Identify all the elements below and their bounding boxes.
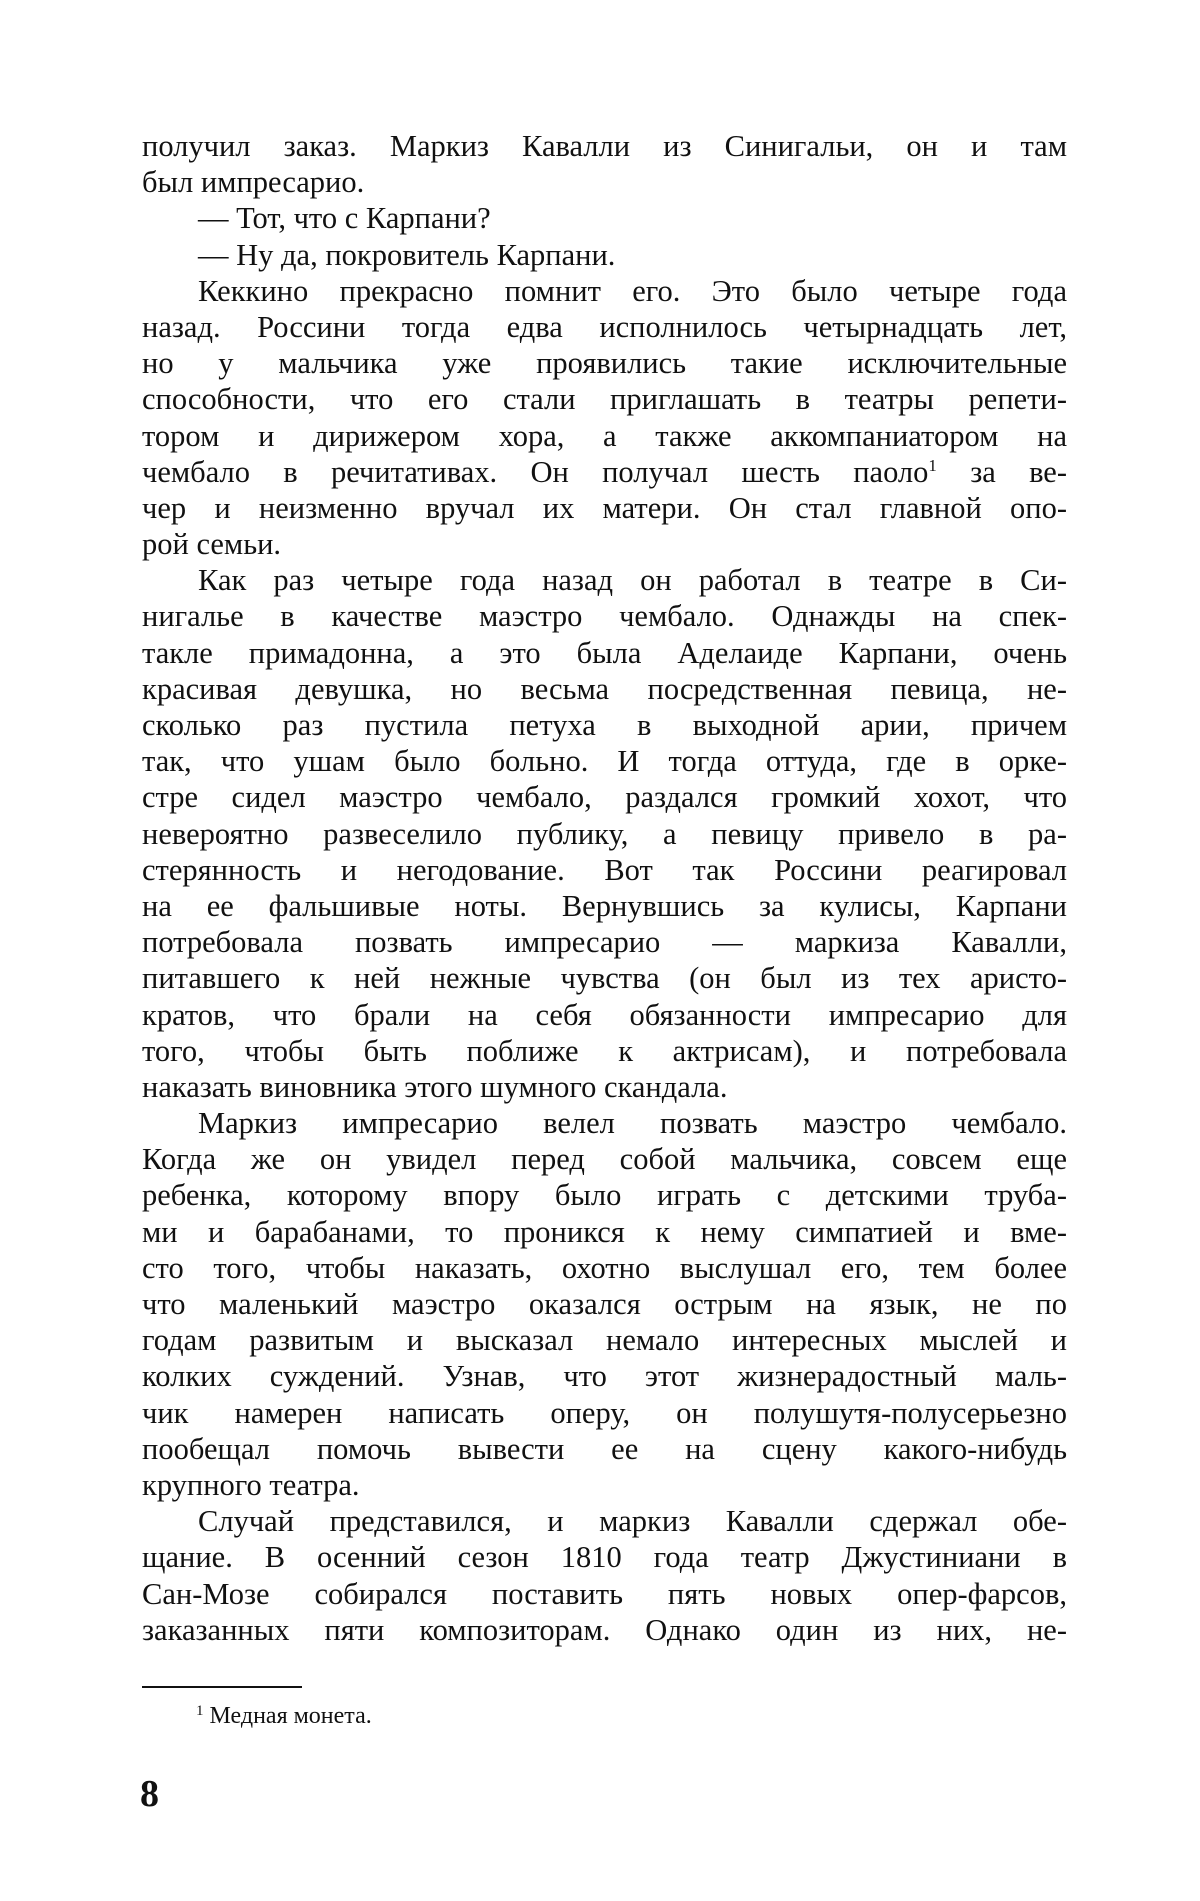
paragraph-first-line: Кеккино прекрасно помнит его. Это было четыре года bbox=[198, 273, 1067, 308]
footnote bbox=[196, 1701, 372, 1731]
text-line: Сан-Мозе собирался поставить пять новых опер-фарсов, bbox=[142, 1576, 1067, 1611]
text-line: красивая девушка, но весьма посредственная певица, не- bbox=[142, 671, 1067, 706]
text-line: колких суждений. Узнав, что этот жизнерадостный маль- bbox=[142, 1359, 1067, 1394]
text-line: наказать виновника этого шумного скандала. bbox=[142, 1069, 728, 1104]
text-line: что маленький маэстро оказался острым на язык, не по bbox=[142, 1287, 1067, 1321]
text-line: был импресарио. bbox=[142, 165, 365, 200]
footnote-reference: 1 bbox=[928, 455, 937, 475]
body-text bbox=[142, 128, 1067, 1648]
text-line: назад. Россини тогда едва исполнилось четырнадцать лет, bbox=[142, 309, 1067, 344]
text-line: ребенка, которому впору было играть с детскими труба- bbox=[142, 1178, 1067, 1213]
text-line: стре сидел маэстро чембало, раздался громкий хохот, что bbox=[142, 780, 1067, 815]
text-line-with-footnote bbox=[142, 454, 1067, 490]
text-line: получил заказ. Маркиз Кавалли из Синигальи, он и там bbox=[142, 129, 1067, 163]
text-line: заказанных пяти композиторам. Однако один из них, не- bbox=[142, 1612, 1067, 1647]
text-segment: чембало в речитативах. Он получал шесть паоло bbox=[142, 454, 929, 489]
paragraph-first-line: Как раз четыре года назад он работал в театре в Си- bbox=[198, 563, 1067, 598]
text-segment: за ве- bbox=[970, 454, 1067, 489]
text-line: сто того, чтобы наказать, охотно выслушал его, тем более bbox=[142, 1250, 1067, 1285]
text-line: кратов, что брали на себя обязанности импресарио для bbox=[142, 997, 1067, 1032]
text-line: чер и неизменно вручал их матери. Он стал главной опо- bbox=[142, 490, 1067, 525]
text-line: такле примадонна, а это была Аделаиде Карпани, очень bbox=[142, 635, 1067, 670]
text-line: но у мальчика уже проявились такие исключительные bbox=[142, 346, 1067, 381]
text-line: стерянность и негодование. Вот так Россини реагировал bbox=[142, 852, 1067, 887]
text-line: потребовала позвать импресарио — маркиза Кавалли, bbox=[142, 925, 1067, 960]
paragraph-first-line: Маркиз импресарио велел позвать маэстро чембало. bbox=[198, 1106, 1067, 1141]
dialogue-line: — Ну да, покровитель Карпани. bbox=[198, 237, 616, 272]
text-line: рой семьи. bbox=[142, 527, 282, 562]
footnote-text: Медная монета. bbox=[209, 1703, 372, 1729]
footnote-marker: 1 bbox=[196, 1703, 204, 1719]
text-line: чик намерен написать оперу, он полушутя-полусерьезно bbox=[142, 1395, 1067, 1430]
text-line: пообещал помочь вывести ее на сцену какого-нибудь bbox=[142, 1431, 1067, 1466]
text-line: сколько раз пустила петуха в выходной арии, причем bbox=[142, 708, 1067, 742]
footnote-divider bbox=[142, 1686, 302, 1688]
text-line: так, что ушам было больно. И тогда оттуда, где в орке- bbox=[142, 744, 1067, 779]
page-number: 8 bbox=[140, 1773, 159, 1815]
text-line: на ее фальшивые ноты. Вернувшись за кулисы, Карпани bbox=[142, 888, 1067, 923]
text-line: щание. В осенний сезон 1810 года театр Джустиниани в bbox=[142, 1540, 1067, 1575]
paragraph-first-line: Случай представился, и маркиз Кавалли сдержал обе- bbox=[198, 1504, 1067, 1539]
text-line: крупного театра. bbox=[142, 1467, 360, 1502]
text-line: годам развитым и высказал немало интересных мыслей и bbox=[142, 1323, 1067, 1358]
text-line: ми и барабанами, то проникся к нему симпатией и вме- bbox=[142, 1214, 1067, 1249]
text-line: тором и дирижером хора, а также аккомпаниатором на bbox=[142, 418, 1067, 453]
dialogue-line: — Тот, что с Карпани? bbox=[198, 201, 491, 236]
text-line: питавшего к ней нежные чувства (он был из тех аристо- bbox=[142, 961, 1067, 996]
text-line: того, чтобы быть поближе к актрисам), и потребовала bbox=[142, 1033, 1067, 1068]
text-line: способности, что его стали приглашать в театры репети- bbox=[142, 382, 1067, 417]
text-line: Когда же он увидел перед собой мальчика, совсем еще bbox=[142, 1142, 1067, 1177]
text-line: невероятно развеселило публику, а певицу привело в ра- bbox=[142, 816, 1067, 851]
text-line: нигалье в качестве маэстро чембало. Однажды на спек- bbox=[142, 599, 1067, 634]
